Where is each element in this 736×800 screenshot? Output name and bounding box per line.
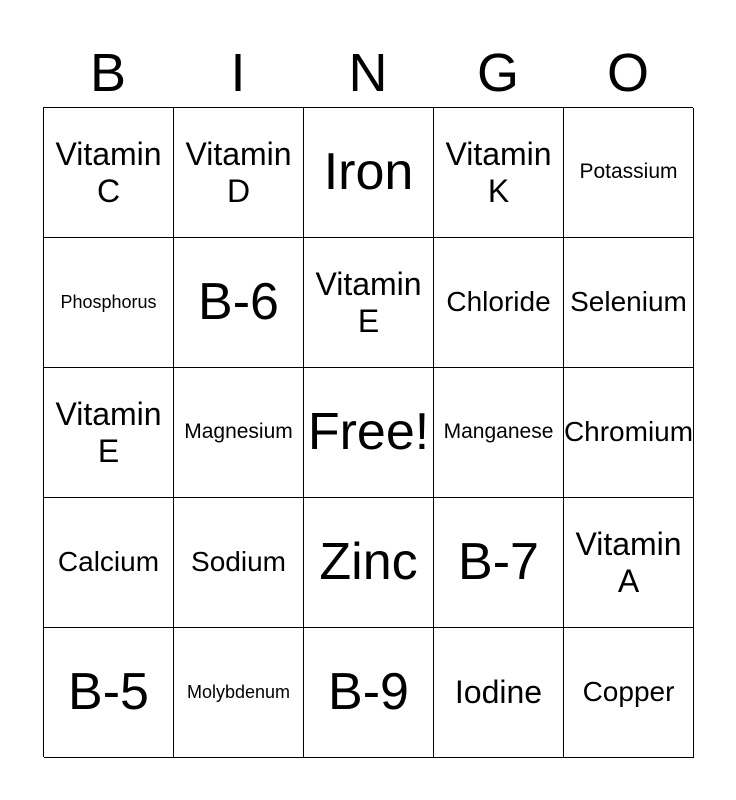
cell-label: Selenium — [570, 286, 687, 318]
cell-label: Chromium — [564, 416, 694, 448]
bingo-cell[interactable] — [44, 628, 174, 758]
cell-label: Iron — [323, 142, 414, 201]
bingo-header — [43, 40, 693, 106]
free-space-cell[interactable] — [304, 368, 434, 498]
cell-label: Vitamin E — [55, 395, 162, 469]
bingo-cell[interactable] — [304, 628, 434, 758]
cell-label: Copper — [582, 676, 675, 708]
cell-label: Vitamin K — [445, 135, 552, 209]
bingo-cell[interactable] — [564, 108, 694, 238]
bingo-cell[interactable] — [434, 108, 564, 238]
cell-label: Sodium — [191, 546, 286, 578]
header-letter-n: N — [348, 43, 388, 103]
bingo-cell[interactable] — [174, 238, 304, 368]
cell-label: Calcium — [57, 546, 160, 578]
bingo-cell[interactable] — [44, 108, 174, 238]
bingo-cell[interactable] — [564, 498, 694, 628]
header-letter-o: O — [606, 43, 649, 103]
bingo-cell[interactable] — [434, 628, 564, 758]
bingo-cell[interactable] — [44, 238, 174, 368]
cell-label: Free! — [307, 402, 430, 461]
cell-label: B-6 — [198, 272, 279, 331]
cell-label: Vitamin D — [185, 135, 292, 209]
cell-label: Vitamin A — [575, 525, 682, 599]
header-letter-b: B — [89, 43, 127, 103]
bingo-cell[interactable] — [44, 498, 174, 628]
cell-label: Phosphorus — [60, 292, 157, 313]
bingo-cell[interactable] — [304, 238, 434, 368]
cell-label: B-9 — [328, 662, 409, 721]
bingo-cell[interactable] — [434, 368, 564, 498]
cell-label: Molybdenum — [186, 682, 291, 703]
bingo-grid — [43, 107, 693, 757]
bingo-cell[interactable] — [174, 108, 304, 238]
bingo-cell[interactable] — [174, 628, 304, 758]
cell-label: Vitamin E — [315, 265, 422, 339]
cell-label: Chloride — [446, 286, 551, 318]
cell-label: Manganese — [443, 420, 554, 444]
bingo-cell[interactable] — [564, 628, 694, 758]
header-letter-g: G — [476, 43, 519, 103]
bingo-cell[interactable] — [434, 498, 564, 628]
cell-label: Potassium — [579, 160, 678, 184]
cell-label: Iodine — [454, 674, 543, 711]
cell-label: B-5 — [68, 662, 149, 721]
bingo-cell[interactable] — [564, 368, 694, 498]
bingo-cell[interactable] — [174, 498, 304, 628]
header-letter-i: I — [230, 43, 246, 103]
bingo-cell[interactable] — [434, 238, 564, 368]
cell-label: B-7 — [458, 532, 539, 591]
cell-label: Magnesium — [184, 420, 293, 444]
bingo-cell[interactable] — [564, 238, 694, 368]
bingo-cell[interactable] — [44, 368, 174, 498]
bingo-cell[interactable] — [304, 108, 434, 238]
bingo-cell[interactable] — [304, 498, 434, 628]
bingo-cell[interactable] — [174, 368, 304, 498]
cell-label: Zinc — [319, 532, 418, 591]
cell-label: Vitamin C — [55, 135, 162, 209]
